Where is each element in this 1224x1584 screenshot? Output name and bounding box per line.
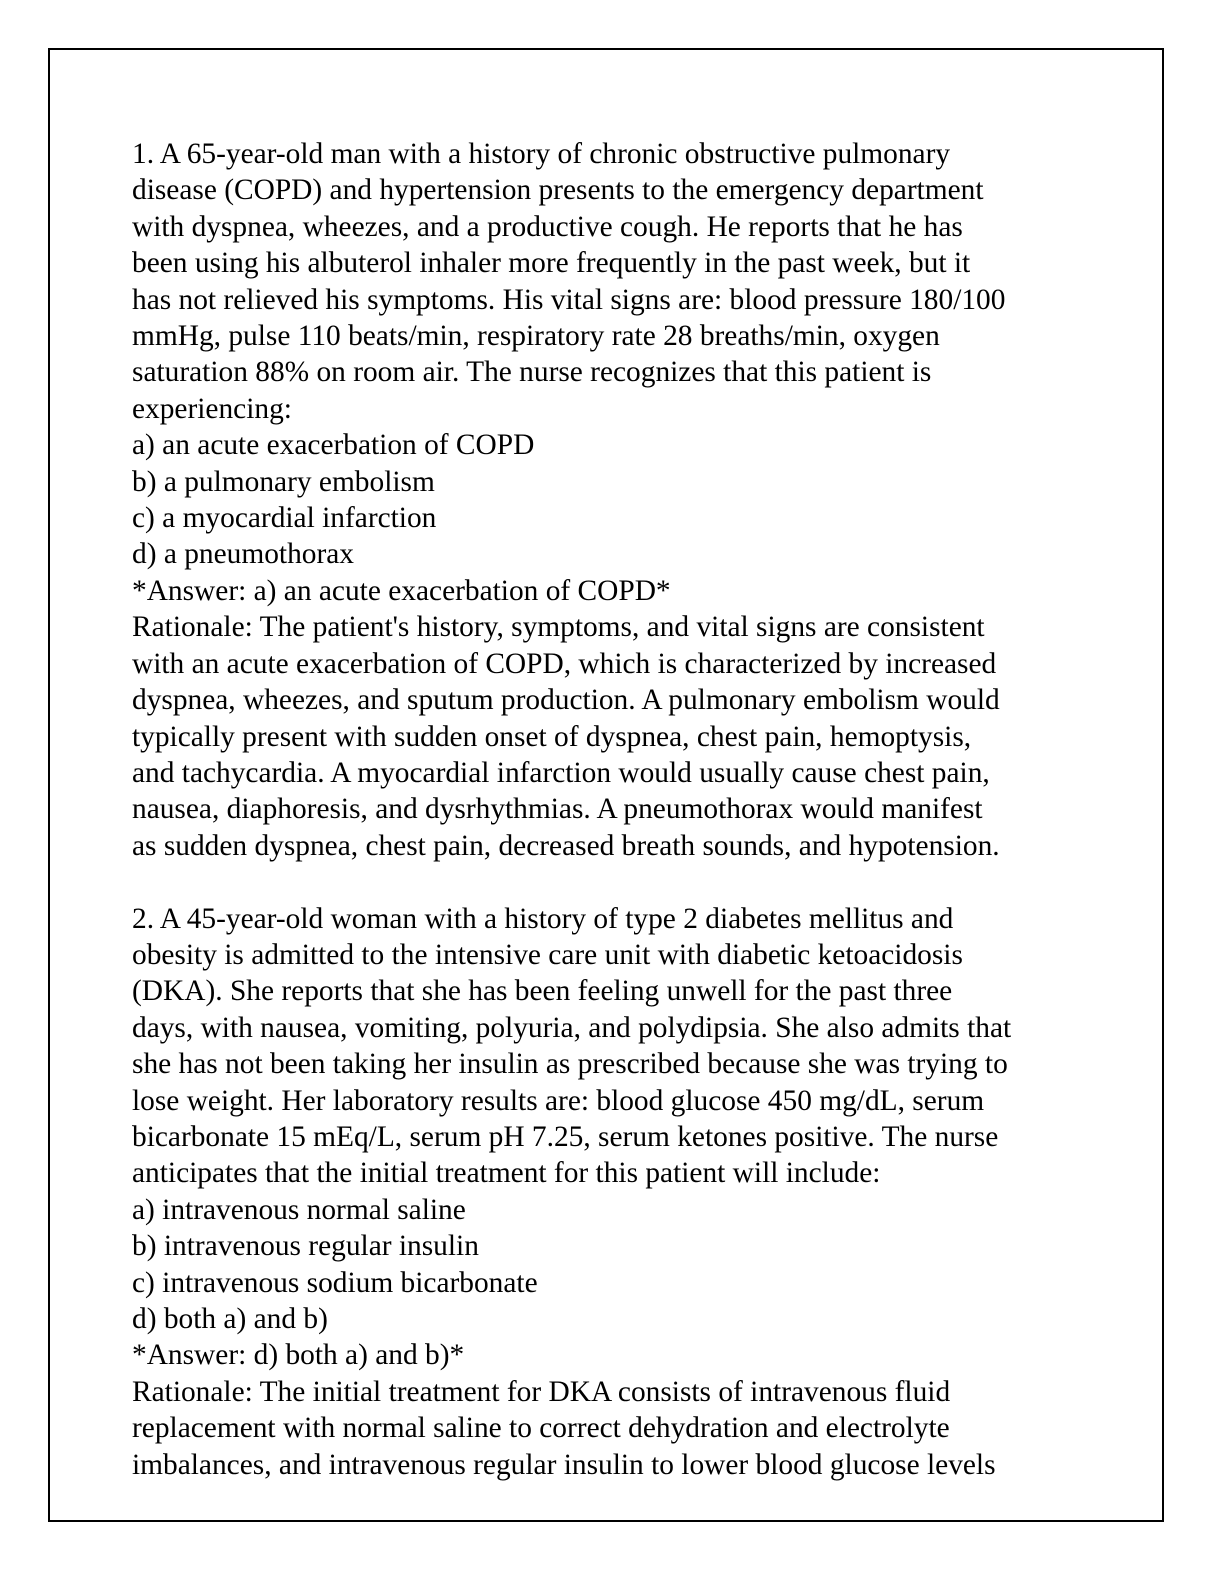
rationale-line: imbalances, and intravenous regular insulin to lower blood glucose levels [132, 1448, 996, 1481]
stem-line: experiencing: [132, 392, 292, 425]
stem-line: obesity is admitted to the intensive care unit with diabetic ketoacidosis [132, 938, 963, 971]
question-stem [132, 136, 1122, 427]
paragraph-gap [132, 864, 1122, 900]
document-body [132, 136, 1122, 1483]
rationale-line: and tachycardia. A myocardial infarction would usually cause chest pain, [132, 756, 990, 789]
stem-line: mmHg, pulse 110 beats/min, respiratory rate 28 breaths/min, oxygen [132, 320, 940, 353]
stem-line: 2. A 45-year-old woman with a history of type 2 diabetes mellitus and [132, 902, 954, 935]
option-a: a) intravenous normal saline [132, 1193, 466, 1226]
rationale-line: dyspnea, wheezes, and sputum production. A pulmonary embolism would [132, 684, 1000, 717]
stem-line: 1. A 65-year-old man with a history of chronic obstructive pulmonary [132, 138, 951, 170]
stem-line: saturation 88% on room air. The nurse recognizes that this patient is [132, 356, 932, 389]
option-d: d) a pneumothorax [132, 538, 354, 571]
option-a: a) an acute exacerbation of COPD [132, 429, 535, 462]
answer-line: *Answer: d) both a) and b)* [132, 1339, 465, 1372]
stem-line: lose weight. Her laboratory results are: blood glucose 450 mg/dL, serum [132, 1084, 985, 1117]
stem-line: bicarbonate 15 mEq/L, serum pH 7.25, serum ketones positive. The nurse [132, 1120, 999, 1153]
stem-line: anticipates that the initial treatment for this patient will include: [132, 1157, 881, 1190]
option-c: c) intravenous sodium bicarbonate [132, 1266, 538, 1299]
rationale-line: Rationale: The initial treatment for DKA consists of intravenous fluid [132, 1375, 951, 1408]
rationale-line: as sudden dyspnea, chest pain, decreased breath sounds, and hypotension. [132, 829, 1000, 862]
option-d: d) both a) and b) [132, 1302, 328, 1335]
stem-line: has not relieved his symptoms. His vital signs are: blood pressure 180/100 [132, 283, 1006, 316]
rationale-line: with an acute exacerbation of COPD, which is characterized by increased [132, 647, 997, 680]
answer-options [132, 1192, 1122, 1338]
answer-options [132, 427, 1122, 573]
rationale-line: typically present with sudden onset of dyspnea, chest pain, hemoptysis, [132, 720, 972, 753]
question-stem [132, 901, 1122, 1192]
option-c: c) a myocardial infarction [132, 502, 437, 535]
stem-line: days, with nausea, vomiting, polyuria, and polydipsia. She also admits that [132, 1011, 1012, 1044]
stem-line: disease (COPD) and hypertension presents to the emergency department [132, 174, 984, 207]
answer-line: *Answer: a) an acute exacerbation of COPD* [132, 574, 671, 607]
rationale-line: nausea, diaphoresis, and dysrhythmias. A pneumothorax would manifest [132, 793, 983, 826]
rationale-line: Rationale: The patient's history, symptoms, and vital signs are consistent [132, 611, 985, 644]
rationale-line: replacement with normal saline to correct dehydration and electrolyte [132, 1412, 950, 1445]
question-1 [132, 136, 1122, 864]
option-b: b) intravenous regular insulin [132, 1230, 479, 1263]
question-2 [132, 901, 1122, 1484]
stem-line: been using his albuterol inhaler more frequently in the past week, but it [132, 247, 971, 280]
stem-line: (DKA). She reports that she has been feeling unwell for the past three [132, 975, 953, 1008]
rationale [132, 609, 1122, 864]
stem-line: she has not been taking her insulin as prescribed because she was trying to [132, 1048, 1008, 1081]
rationale [132, 1374, 1122, 1483]
option-b: b) a pulmonary embolism [132, 465, 435, 498]
stem-line: with dyspnea, wheezes, and a productive cough. He reports that he has [132, 210, 963, 243]
